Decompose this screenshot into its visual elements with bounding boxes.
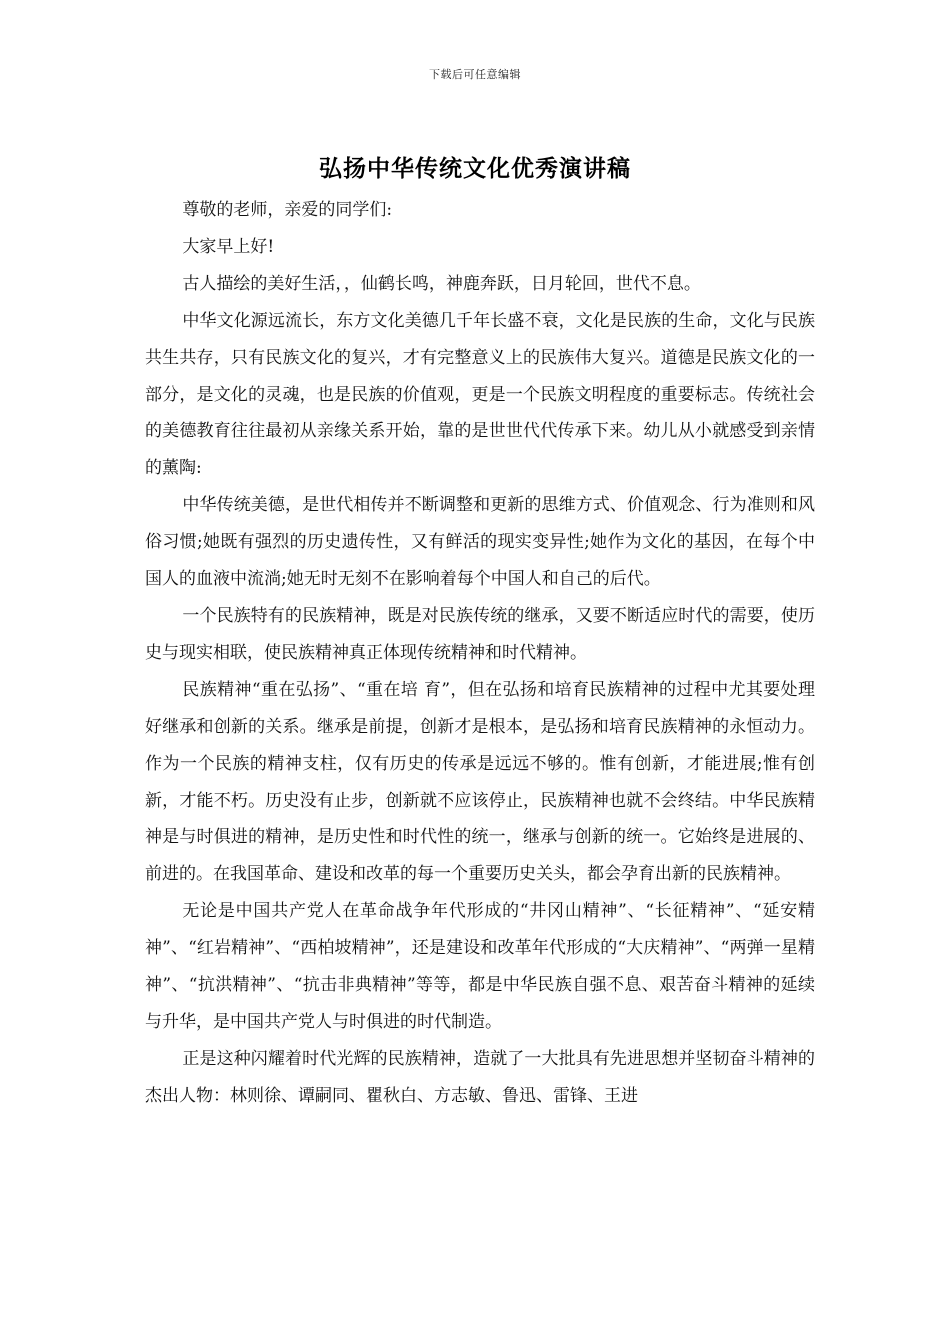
paragraph-greeting: 尊敬的老师，亲爱的同学们: — [182, 200, 393, 220]
paragraph: 中华传统美德，是世代相传并不断调整和更新的思维方式、价值观念、行为准则和风俗习惯;她既有强烈的历史遗传性，又有鲜活的现实变异性;她作为文化的基因，在每个中国人的血液中流淌;她无时无刻不在影响着每个中国人和自己的后代。 — [145, 495, 815, 590]
paragraph-morning: 大家早上好! — [182, 236, 275, 257]
paragraph: 正是这种闪耀着时代光辉的民族精神，造就了一大批具有先进思想并坚韧奋斗精神的杰出人物：林则徐、谭嗣同、瞿秋白、方志敏、鲁迅、雷锋、王进 — [145, 1048, 815, 1106]
paragraph: 无论是中国共产党人在革命战争年代形成的“井冈山精神”、“长征精神”、“延安精神”、“红岩精神”、“西柏坡精神”，还是建设和改革年代形成的“大庆精神”、“两弹一星精神”、“抗洪精神”、“抗击非典精神”等等，都是中华民族自强不息、艰苦奋斗精神的延续与升华，是中国共产党人与时俱进的时代制造。 — [145, 901, 815, 1032]
paragraph: 古人描绘的美好生活，，仙鹤长鸣，神鹿奔跃，日月轮回，世代不息。 — [182, 273, 701, 294]
document-body — [145, 192, 815, 1115]
header-note: 下载后可任意编辑 — [429, 68, 521, 81]
paragraph: 民族精神“重在弘扬”、“重在培 育”，但在弘扬和培育民族精神的过程中尤其要处理好继承和创新的关系。继承是前提，创新才是根本，是弘扬和培育民族精神的永恒动力。作为一个民族的精神支柱，仅有历史的传承是远远不够的。惟有创新，才能进展;惟有创新，才能不朽。历史没有止步，创新就不应该停止，民族精神也就不会终结。中华民族精神是与时俱进的精神，是历史性和时代性的统一，继承与创新的统一。它始终是进展的、前进的。在我国革命、建设和改革的每一个重要历史关头，都会孕育出新的民族精神。 — [145, 679, 815, 885]
paragraph: 一个民族特有的民族精神，既是对民族传统的继承，又要不断适应时代的需要，使历史与现实相联，使民族精神真正体现传统精神和时代精神。 — [145, 605, 815, 663]
document-title: 弘扬中华传统文化优秀演讲稿 — [319, 155, 631, 182]
paragraph: 中华文化源远流长，东方文化美德几千年长盛不衰，文化是民族的生命，文化与民族共生共存，只有民族文化的复兴，才有完整意义上的民族伟大复兴。道德是民族文化的一部分，是文化的灵魂，也是民族的价值观，更是一个民族文明程度的重要标志。传统社会的美德教育往往最初从亲缘关系开始，靠的是世世代代传承下来。幼儿从小就感受到亲情的薰陶: — [145, 310, 815, 479]
